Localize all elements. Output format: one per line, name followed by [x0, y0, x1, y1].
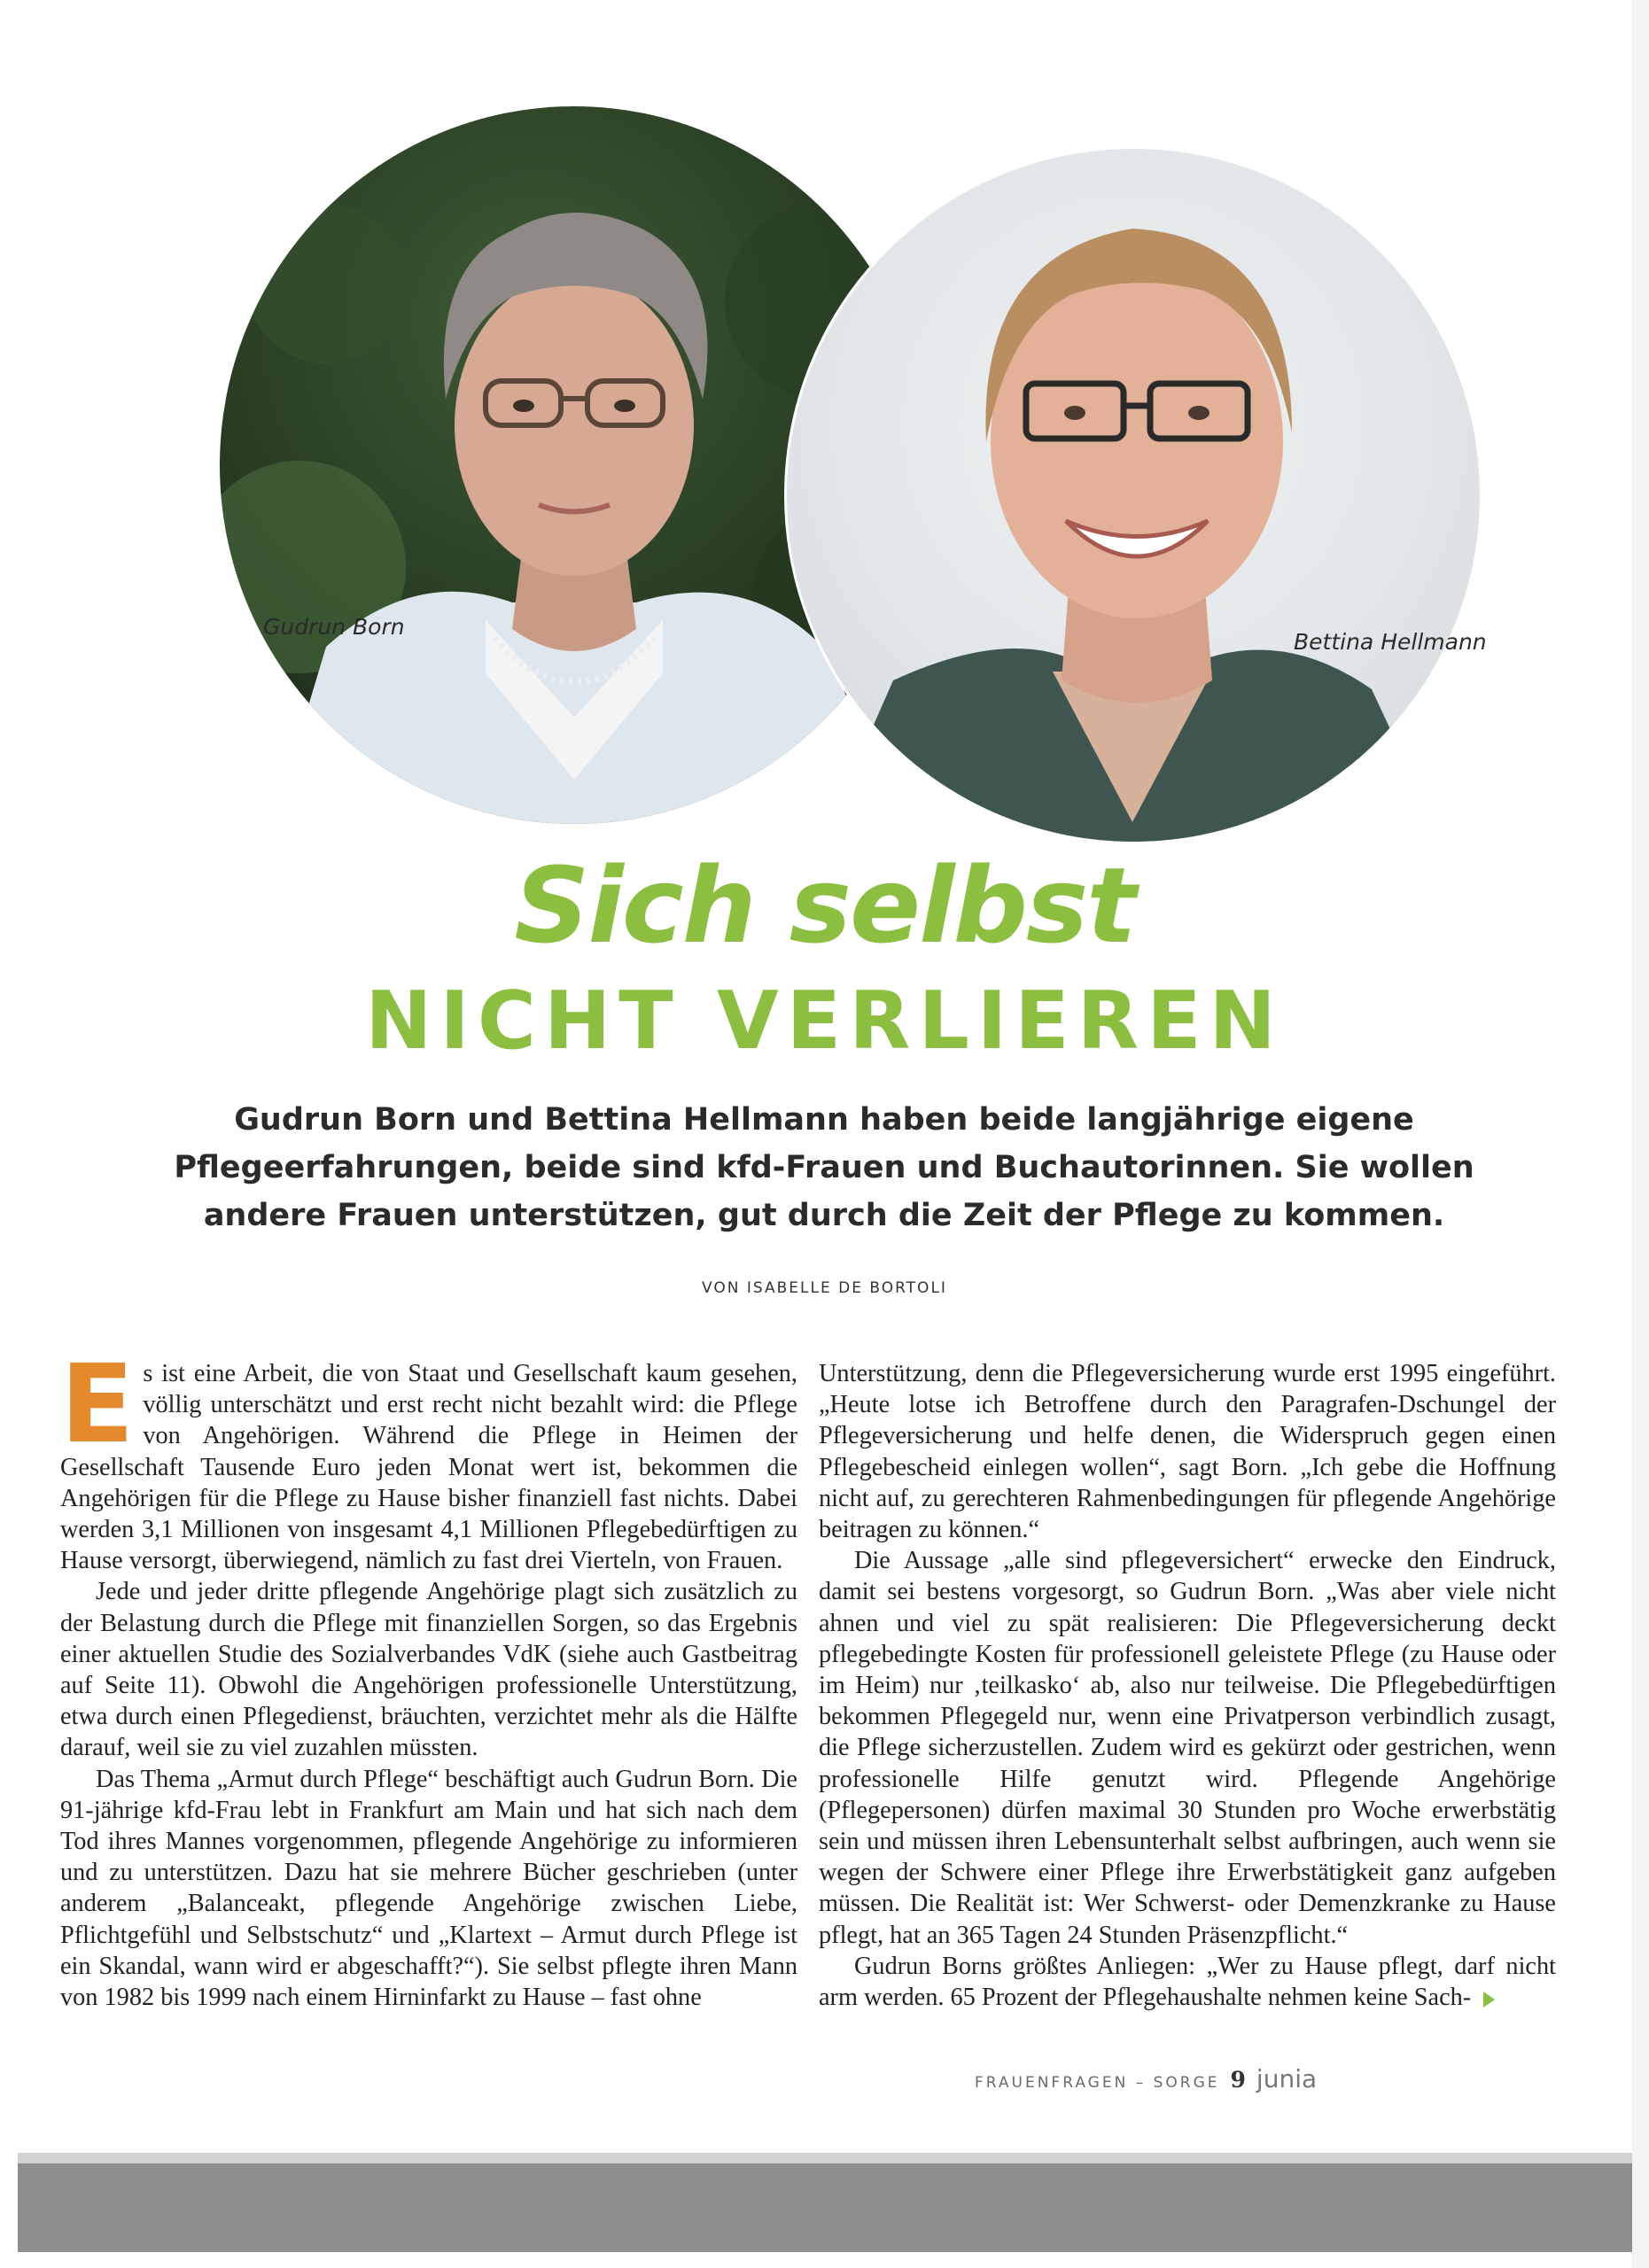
article-paragraph: [60, 1341, 797, 1576]
byline: VON ISABELLE DE BORTOLI: [702, 1279, 947, 1297]
article-paragraph: Jede und jeder dritte pflegende Angehörige plagt sich zusätzlich zu der Belastung durch die Pflege mit finanziellen Sorgen, so das Ergebnis einer aktuellen Studie des Sozialverbandes VdK (siehe auch Gastbeitrag auf Seite 11). Obwohl die Angehörigen professionelle Unterstützung, etwa durch einen Pflegedienst, bräuchten, verzichtet mehr als die Hälfte darauf, weil sie zu viel zuzahlen müssten.: [60, 1578, 797, 1762]
continue-arrow-icon: [1483, 1992, 1495, 2008]
photo-caption-right: Bettina Hellmann: [1294, 629, 1487, 655]
footer-section-label: FRAUENFRAGEN – SORGE: [975, 2074, 1220, 2092]
article-column-right: [819, 1358, 1556, 2013]
article-paragraph: Unterstützung, denn die Pflegeversicherung wurde erst 1995 eingeführt. „Heute lotse ich Betroffene durch den Paragrafen-Dschungel der Pflegeversicherung und helfe denen, die Widerspruch gegen einen Pflegebescheid einlegen wollen“, sagt Born. „Ich gebe die Hoffnung nicht auf, zu gerechteren Rahmenbedingungen für pflegende Angehörige beitragen zu können.“: [819, 1360, 1556, 1544]
photo-bettina-hellmann: [784, 146, 1482, 844]
magazine-name: junia: [1256, 2064, 1318, 2093]
article-paragraph: [819, 1951, 1556, 2013]
scan-edge: [1632, 0, 1649, 2268]
drop-cap: E: [60, 1341, 135, 1467]
scan-shadow: [18, 2163, 1632, 2252]
article-paragraph: Das Thema „Armut durch Pflege“ beschäftigt auch Gudrun Born. Die 91-jährige kfd-Frau lebt in Frankfurt am Main und hat sich nach dem Tod ihres Mannes vorgenommen, pflegende Angehörige zu informieren und zu unterstützen. Dazu hat sie mehrere Bücher geschrieben (unter anderem „Balanceakt, pflegende Angehörige zwischen Liebe, Pflichtgefühl und Selbstschutz“ und „Klartext – Armut durch Pflege ist ein Skandal, wann wird er abgeschafft?“). Sie selbst pflegte ihren Mann von 1982 bis 1999 nach einem Hirninfarkt zu Hause – fast ohne: [60, 1765, 797, 2012]
headline-line-1: Sich selbst: [514, 844, 1135, 967]
portrait-smiling-woman-image: [787, 149, 1480, 842]
page-number: 9: [1230, 2067, 1246, 2093]
article-lead: Gudrun Born und Bettina Hellmann haben beide langjährige eigene Pflegeerfahrungen, beide sind kfd-Frauen und Buchautorinnen. Sie wollen andere Frauen unterstützen, gut durch die Zeit der Pflege zu kommen.: [174, 1102, 1474, 1233]
paragraph-text: s ist eine Arbeit, die von Staat und Gesellschaft kaum gesehen, völlig unterschätzt und erst recht nicht bezahlt wird: die Pflege von Angehörigen. Während die Pflege in Heimen der Gesellschaft Tausende Euro jeden Monat wert ist, bekommen die Angehörigen für die Pflege zu Hause bisher finanziell fast nichts. Dabei werden 3,1 Millionen von insgesamt 4,1 Millionen Pflegebedürftigen zu Hause versorgt, überwiegend, nämlich zu fast drei Vierteln, von Frauen.: [60, 1360, 797, 1575]
paragraph-text: Gudrun Borns größtes Anliegen: „Wer zu Hause pflegt, darf nicht arm werden. 65 Prozent der Pflegehaushalte nehmen keine Sach-: [819, 1952, 1556, 2012]
article-paragraph: Die Aussage „alle sind pflegeversichert“ erwecke den Eindruck, damit sei bestens vorgesorgt, so Gudrun Born. „Was aber viele nicht ahnen und viel zu spät realisieren: Die Pflegeversicherung deckt pflegebedingte Kosten für professionell geleistete Pflege (zu Hause oder im Heim) nur ‚teilkasko‘ ab, also nur teilweise. Die Pflegebedürftigen bekommen Pflegegeld nur, wenn eine Privatperson verbindlich zusagt, die Pflege sicherzustellen. Zudem wird es gekürzt oder gestrichen, wenn professionelle Hilfe genutzt wird. Pflegende Angehörige (Pflegepersonen) dürfen maximal 30 Stunden pro Woche erwerbstätig sein und müssen ihren Lebensunterhalt selbst aufbringen, auch wenn sie wegen der Schwere einer Pflege ihre Erwerbstätigkeit ganz aufgeben müssen. Die Realität ist: Wer Schwerst- oder Demenzkranke zu Hause pflegt, hat an 365 Tagen 24 Stunden Präsenzpflicht.“: [819, 1547, 1556, 1949]
article-column-left: [60, 1341, 797, 2013]
page-footer: [975, 2064, 1471, 2093]
photo-caption-left: Gudrun Born: [263, 614, 405, 640]
headline-line-2: NICHT VERLIEREN: [365, 975, 1284, 1068]
